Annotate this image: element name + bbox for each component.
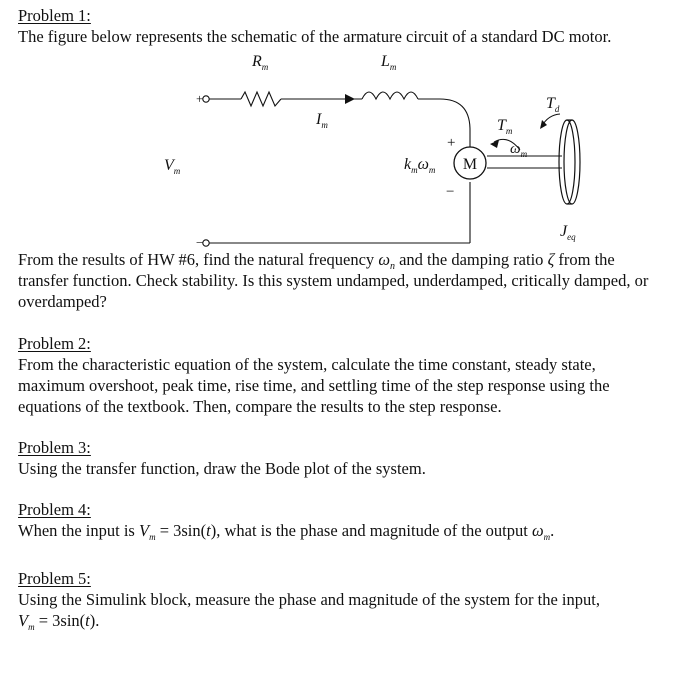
problem-5-line-1: Using the Simulink block, measure the phase and magnitude of the system for the input, — [18, 590, 600, 609]
problem-1-title: Problem 1: — [18, 6, 91, 25]
back-emf-label: $k_m\omega_m$ — [404, 156, 436, 175]
inductance-label: $L_m$ — [381, 53, 397, 72]
problem-1-question-line-3: overdamped? — [18, 292, 107, 311]
disturbance-torque-arrowhead-icon — [540, 120, 547, 129]
dc-motor-schematic — [0, 0, 700, 260]
back-emf-plus: + — [447, 135, 456, 151]
problem-4-title: Problem 4: — [18, 500, 91, 519]
problem-2-line-1: From the characteristic equation of the system, calculate the time constant, steady state, — [18, 355, 596, 374]
problem-4-line-1: When the input is $V_m = 3\sin(t)$, what is the phase and magnitude of the output $\omega_m$. — [18, 521, 555, 542]
problem-1-question-line-1: From the results of HW #6, find the natural frequency $\omega_n$ and the damping ratio ζ from the — [18, 250, 615, 272]
resistance-label: $R_m$ — [252, 53, 269, 72]
problem-2-title: Problem 2: — [18, 334, 91, 353]
flywheel-inertia — [559, 120, 580, 204]
problem-5-title: Problem 5: — [18, 569, 91, 588]
voltage-label: $V_m$ — [164, 157, 181, 176]
inertia-label: $J_{eq}$ — [560, 223, 576, 242]
back-emf-minus: − — [446, 184, 455, 200]
problem-1-intro: The figure below represents the schematic of the armature circuit of a standard DC motor. — [18, 27, 612, 46]
problem-1-question-line-2: transfer function. Check stability. Is this system undamped, underdamped, critically damped, or — [18, 271, 649, 290]
problem-3-line-1: Using the transfer function, draw the Bode plot of the system. — [18, 459, 426, 478]
circuit-wires — [203, 92, 562, 246]
current-label: $I_m$ — [316, 111, 328, 130]
motor-torque-label: $T_m$ — [497, 117, 513, 136]
angular-velocity-label: $\omega_m$ — [510, 141, 528, 159]
problem-2-line-2: maximum overshoot, peak time, rise time, and settling time of the step response using the — [18, 376, 610, 395]
positive-terminal: + — [196, 91, 204, 106]
motor-label: M — [462, 156, 478, 173]
negative-terminal: − — [196, 235, 204, 250]
problem-2-line-3: equations of the textbook. Then, compare the results to the step response. — [18, 397, 502, 416]
current-arrow-icon — [345, 94, 355, 104]
problem-3-title: Problem 3: — [18, 438, 91, 457]
disturbance-torque-label: $T_d$ — [546, 95, 560, 114]
motor-symbol — [454, 147, 486, 179]
problem-5-line-2: $V_m = 3\sin(t)$. — [18, 611, 100, 632]
